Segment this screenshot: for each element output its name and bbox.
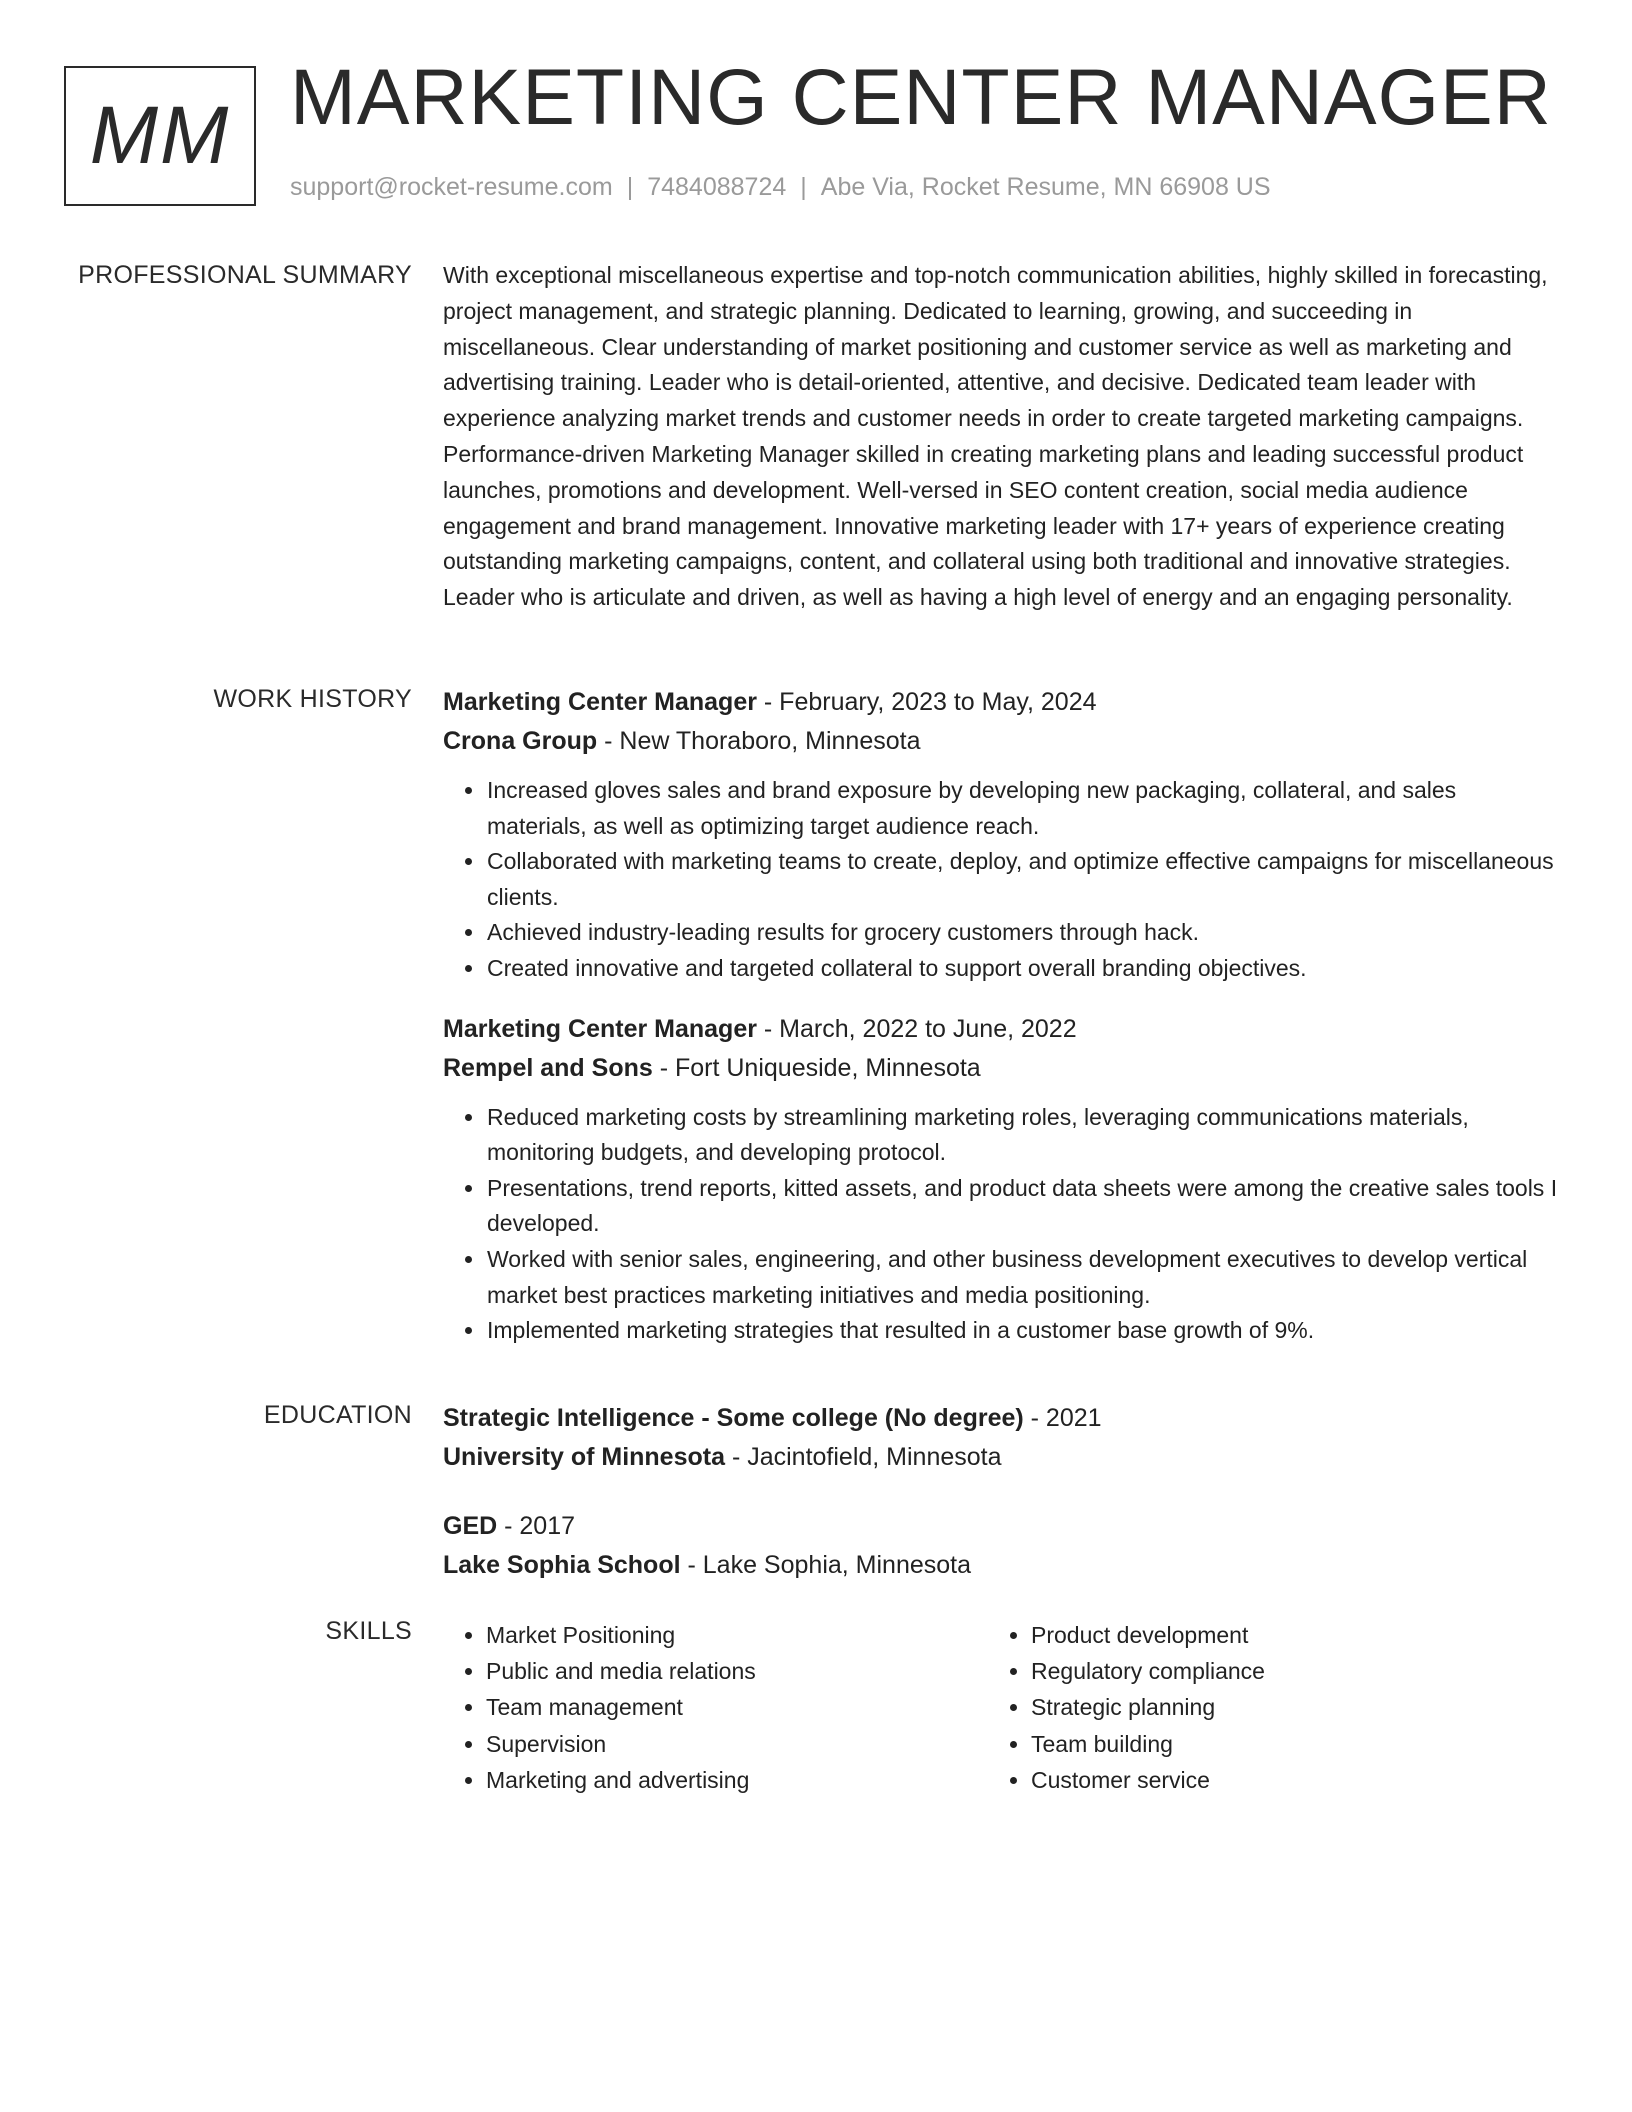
job-title: Marketing Center Manager — [443, 1014, 757, 1043]
skill-item: • Strategic planning — [1031, 1689, 1533, 1725]
education-heading: EDUCATION — [263, 1401, 412, 1429]
job-bullet: • Achieved industry-leading results for grocery customers through hack. — [486, 915, 1558, 951]
job-location: - New Thoraboro, Minnesota — [597, 727, 921, 755]
contact-separator: | — [800, 173, 807, 201]
education-body — [443, 1399, 1558, 1585]
job-bullet: • Created innovative and targeted collateral to support overall branding objectives. — [486, 951, 1558, 987]
job-bullet: • Implemented marketing strategies that resulted in a customer base growth of 9%. — [486, 1313, 1558, 1349]
job-company: Rempel and Sons — [443, 1053, 653, 1082]
job-bullet: • Reduced marketing costs by streamlining marketing roles, leveraging communications materials, monitoring budgets, and developing protocol. — [486, 1100, 1558, 1171]
job-title-line — [443, 1010, 1558, 1049]
job-bullets — [443, 1100, 1558, 1349]
page-title: MARKETING CENTER MANAGER — [290, 52, 1552, 141]
education-school-line — [443, 1546, 1558, 1585]
job-dates: - February, 2023 to May, 2024 — [756, 688, 1097, 716]
education-location: - Jacintofield, Minnesota — [725, 1443, 1002, 1471]
contact-separator: | — [626, 173, 634, 201]
job-bullet: • Worked with senior sales, engineering, and other business development executives to develop vertical market best practices marketing initiatives and media positioning. — [486, 1242, 1558, 1313]
education-entry — [443, 1399, 1558, 1477]
skills-heading: SKILLS — [325, 1617, 412, 1645]
skill-item: • Marketing and advertising — [486, 1762, 988, 1798]
skills-body — [443, 1617, 1558, 1798]
job-bullet: • Collaborated with marketing teams to create, deploy, and optimize effective campaigns for miscellaneous clients. — [486, 844, 1558, 915]
skill-item: • Regulatory compliance — [1031, 1653, 1533, 1689]
job-bullet: • Presentations, trend reports, kitted assets, and product data sheets were among the creative sales tools I developed. — [486, 1171, 1558, 1242]
skill-item: • Customer service — [1031, 1762, 1533, 1798]
job-company-line — [443, 1049, 1558, 1088]
education-entry — [443, 1507, 1558, 1585]
work-history-heading: WORK HISTORY — [213, 685, 412, 713]
education-year: - 2017 — [497, 1512, 576, 1540]
skill-item: • Team building — [1031, 1726, 1533, 1762]
skill-item: • Product development — [1031, 1617, 1533, 1653]
work-history-body — [443, 683, 1558, 1349]
education-degree-line — [443, 1507, 1558, 1546]
education-degree-line — [443, 1399, 1558, 1438]
education-school-line — [443, 1438, 1558, 1477]
education-location: - Lake Sophia, Minnesota — [680, 1551, 972, 1579]
contact-email: support@rocket-resume.com — [290, 173, 613, 201]
job-location: - Fort Uniqueside, Minnesota — [652, 1053, 981, 1082]
skills-list-right — [988, 1617, 1533, 1798]
job-company: Crona Group — [443, 727, 598, 755]
job-entry — [443, 683, 1558, 987]
skill-item: • Market Positioning — [486, 1617, 988, 1653]
skills-columns — [443, 1617, 1558, 1798]
job-title: Marketing Center Manager — [443, 688, 757, 716]
job-entry — [443, 1010, 1558, 1349]
contact-line — [290, 173, 1271, 202]
monogram-logo: MM — [64, 66, 256, 206]
contact-phone: 7484088724 — [647, 173, 787, 201]
skill-item: • Team management — [486, 1689, 988, 1725]
education-degree: Strategic Intelligence - Some college (No degree) — [443, 1404, 1024, 1432]
contact-address: Abe Via, Rocket Resume, MN 66908 US — [820, 173, 1271, 201]
summary-heading: PROFESSIONAL SUMMARY — [78, 261, 412, 289]
skill-item: • Public and media relations — [486, 1653, 988, 1689]
skill-item: • Supervision — [486, 1726, 988, 1762]
job-dates: - March, 2022 to June, 2022 — [756, 1014, 1077, 1043]
education-year: - 2021 — [1023, 1404, 1102, 1432]
summary-text: With exceptional miscellaneous expertise and top-notch communication abilities, highly skilled in forecasting, project management, and strategic planning. Dedicated to learning, growing, and succeeding in miscellaneous. Clear understanding of market positioning and customer service as well as marketing and advertising training. Leader who is detail-oriented, attentive, and decisive. Dedicated team leader with experience analyzing market trends and customer needs in order to create targeted marketing campaigns. Performance-driven Marketing Manager skilled in creating marketing plans and leading successful product launches, promotions and development. Well-versed in SEO content creation, social media audience engagement and brand management. Innovative marketing leader with 17+ years of experience creating outstanding marketing campaigns, content, and collateral using both traditional and innovative strategies. Leader who is articulate and driven, as well as having a high level of energy and an engaging personality. — [443, 262, 1548, 611]
education-school: University of Minnesota — [443, 1443, 725, 1471]
summary-body — [443, 258, 1558, 616]
job-company-line — [443, 722, 1558, 761]
education-degree: GED — [443, 1512, 498, 1540]
job-bullets — [443, 773, 1558, 987]
job-title-line — [443, 683, 1558, 722]
education-school: Lake Sophia School — [443, 1551, 681, 1579]
skills-list-left — [443, 1617, 988, 1798]
job-bullet: • Increased gloves sales and brand exposure by developing new packaging, collateral, and sales materials, as well as optimizing target audience reach. — [486, 773, 1558, 844]
